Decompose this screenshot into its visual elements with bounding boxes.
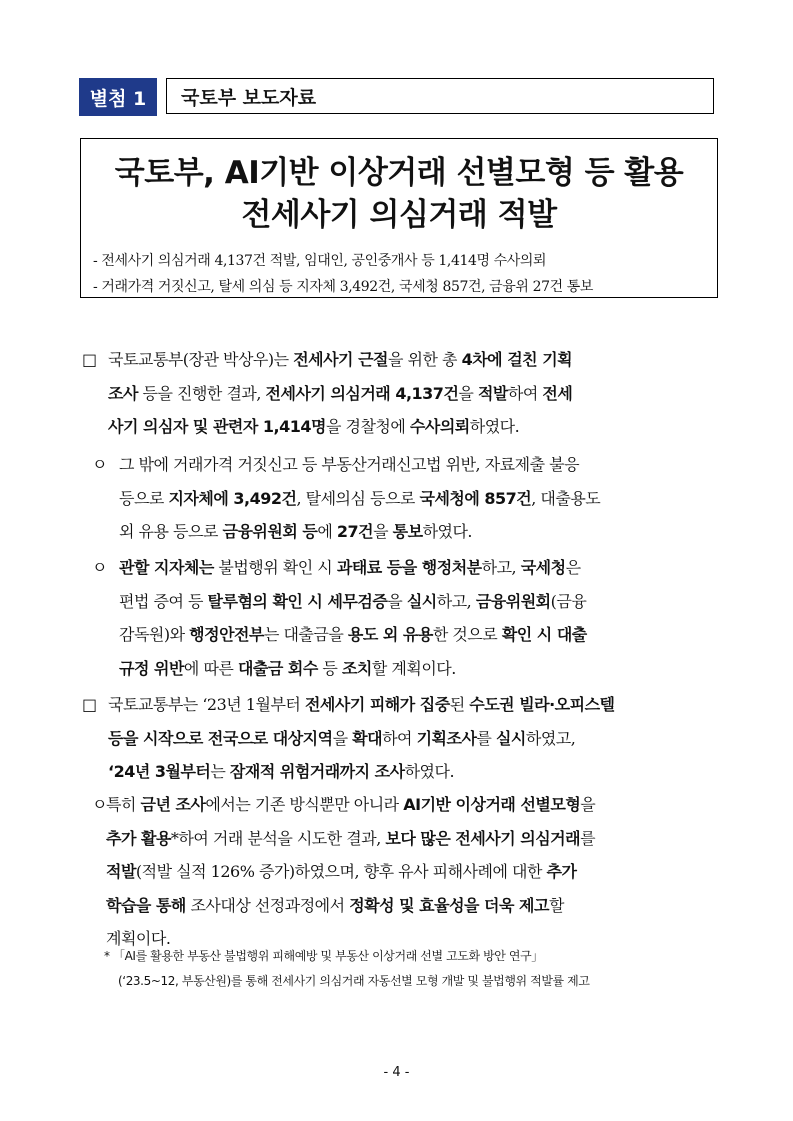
paragraph-4-line: ‘24년 3월부터는 잠재적 위험거래까지 조사하였다.	[108, 762, 455, 781]
paragraph-5-line: 추가 활용*하여 거래 분석을 시도한 결과, 보다 많은 전세사기 의심거래를	[106, 828, 596, 848]
title-line-2: 전세사기 의심거래 적발	[241, 197, 557, 233]
paragraph-3-line: 편법 증여 등 탈루혐의 확인 시 세무검증을 실시하고, 금융위원회(금융	[119, 591, 587, 611]
footnote-line-2: (‘23.5~12, 부동산원)를 통해 전세사기 의심거래 자동선별 모형 개발 및 불법행위 적발률 제고	[118, 974, 590, 988]
paragraph-3-line: 감독원)와 행정안전부는 대출금을 용도 외 유용한 것으로 확인 시 대출	[119, 625, 587, 644]
bullet-marker: ㅇ	[92, 558, 107, 577]
paragraph-3-line: 규정 위반에 따른 대출금 회수 등 조치할 계획이다.	[119, 658, 456, 678]
bullet-marker: □	[82, 695, 97, 714]
footnote-line-1: * 「AI를 활용한 부동산 불법행위 피해예방 및 부동산 이상거래 선별 고도화 방안 연구」	[104, 949, 543, 963]
title-line-1: 국토부, AI기반 이상거래 선별모형 등 활용	[114, 155, 684, 191]
bullet-marker: □	[82, 350, 97, 369]
paragraph-4-line: 등을 시작으로 전국으로 대상지역을 확대하여 기획조사를 실시하였고,	[108, 728, 576, 748]
paragraph-5-line: 적발(적발 실적 126% 증가)하였으며, 향후 유사 피해사례에 대한 추가	[106, 862, 577, 881]
bullet-marker: ㅇ	[92, 795, 107, 814]
attachment-badge: 별첨 1	[79, 78, 157, 116]
bullet-marker: ㅇ	[92, 455, 107, 474]
paragraph-2-line: 등으로 지자체에 3,492건, 탈세의심 등으로 국세청에 857건, 대출용도	[119, 488, 601, 508]
subtitle-line-2: - 거래가격 거짓신고, 탈세 의심 등 지자체 3,492건, 국세청 857건, 금융위 27건 통보	[93, 279, 594, 295]
paragraph-4-line: 국토교통부는 ‘23년 1월부터 전세사기 피해가 집중된 수도권 빌라·오피스텔	[108, 695, 615, 714]
press-release-label: 국토부 보도자료	[166, 78, 714, 114]
paragraph-3-line: 관할 지자체는 불법행위 확인 시 과태료 등을 행정처분하고, 국세청은	[119, 558, 581, 577]
paragraph-5-line: 계획이다.	[106, 929, 171, 948]
paragraph-2-line: 외 유용 등으로 금융위원회 등에 27건을 통보하였다.	[119, 522, 473, 541]
paragraph-1-line: 국토교통부(장관 박상우)는 전세사기 근절을 위한 총 4차에 걸친 기획	[108, 350, 573, 369]
paragraph-5-line: 특히 금년 조사에서는 기존 방식뿐만 아니라 AI기반 이상거래 선별모형을	[106, 795, 596, 814]
paragraph-5-line: 학습을 통해 조사대상 선정과정에서 정확성 및 효율성을 더욱 제고할	[106, 895, 564, 915]
paragraph-2-line: 그 밖에 거래가격 거짓신고 등 부동산거래신고법 위반, 자료제출 불응	[119, 455, 580, 474]
page-number: - 4 -	[383, 1065, 410, 1080]
subtitle-line-1: - 전세사기 의심거래 4,137건 적발, 임대인, 공인중개사 등 1,414명 수사의뢰	[93, 253, 547, 269]
paragraph-1-line: 사기 의심자 및 관련자 1,414명을 경찰청에 수사의뢰하였다.	[108, 417, 520, 436]
paragraph-1-line: 조사 등을 진행한 결과, 전세사기 의심거래 4,137건을 적발하여 전세	[108, 383, 573, 403]
